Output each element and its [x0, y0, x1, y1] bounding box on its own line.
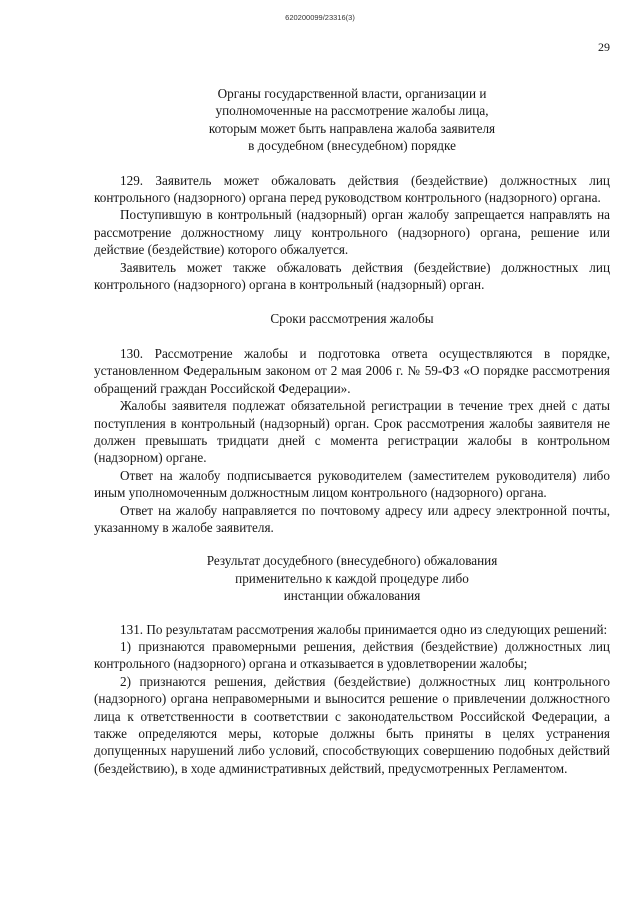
paragraph-130: 130. Рассмотрение жалобы и подготовка ответа осуществляются в порядке, установленном Федеральным законом от 2 мая 2006 г. № 59-ФЗ «О порядке рассмотрения обращений граждан Российской Федерации». [94, 345, 610, 396]
document-id: 620200099/23316(3) [285, 13, 355, 22]
paragraph: Ответ на жалобу направляется по почтовому адресу или адресу электронной почты, указанному в жалобе заявителя. [94, 502, 610, 535]
heading-line: Органы государственной власти, организации и [217, 86, 487, 101]
paragraph-131: 131. По результатам рассмотрения жалобы принимается одно из следующих решений: [120, 621, 608, 637]
heading-line: Сроки рассмотрения жалобы [270, 311, 434, 327]
paragraph: Жалобы заявителя подлежат обязательной регистрации в течение трех дней с даты поступления в контрольный (надзорный) орган. Срок рассмотрения жалобы заявителя не должен превышать тридцати дней с момента регистрации жалобы в контрольном (надзорном) органе. [94, 398, 610, 466]
heading-line: применительно к каждой процедуре либо [235, 570, 469, 586]
paragraph: Ответ на жалобу подписывается руководителем (заместителем руководителя) либо иным уполномоченным должностным лицом контрольного (надзорного) органа. [94, 467, 610, 501]
section-heading-complaint-bodies [94, 85, 610, 155]
paragraph-129: 129. Заявитель может обжаловать действия (бездействие) должностных лиц контрольного (надзорного) органа перед руководством контрольного (надзорного) органа. [94, 172, 610, 206]
list-item: 1) признаются правомерными решения, действия (бездействие) должностных лиц контрольного (надзорного) органа и отказывается в удовлетворении жалобы; [94, 638, 610, 672]
heading-line: которым может быть направлена жалоба заявителя [208, 120, 496, 136]
heading-line: Результат досудебного (внесудебного) обжалования [206, 553, 498, 569]
page-content [94, 85, 610, 777]
heading-line: инстанции обжалования [283, 588, 421, 604]
section-heading-appeal-result [94, 552, 610, 604]
list-item: 2) признаются решения, действия (бездействие) должностных лиц контрольного (надзорного) органа неправомерными и выносится решение о привлечении должностного лица к ответственности в соответствии с законодательством Российской Федерации, а также определяются меры, которые должны быть приняты в целях устранения допущенных нарушений либо условий, способствующих совершению подобных действий (бездействию), в ходе административных действий, предусмотренных Регламентом. [94, 673, 610, 776]
section-heading-review-terms [94, 310, 610, 327]
heading-line: в досудебном (внесудебном) порядке [248, 138, 456, 154]
heading-line: уполномоченные на рассмотрение жалобы лица, [215, 103, 489, 119]
paragraph: Поступившую в контрольный (надзорный) орган жалобу запрещается направлять на рассмотрение должностному лицу контрольного (надзорного) органа, решение или действие (бездействие) которого обжалуется. [94, 207, 610, 258]
page-number: 29 [598, 40, 610, 54]
paragraph: Заявитель может также обжаловать действия (бездействие) должностных лиц контрольного (надзорного) органа в контрольный (надзорный) орган. [94, 259, 610, 293]
